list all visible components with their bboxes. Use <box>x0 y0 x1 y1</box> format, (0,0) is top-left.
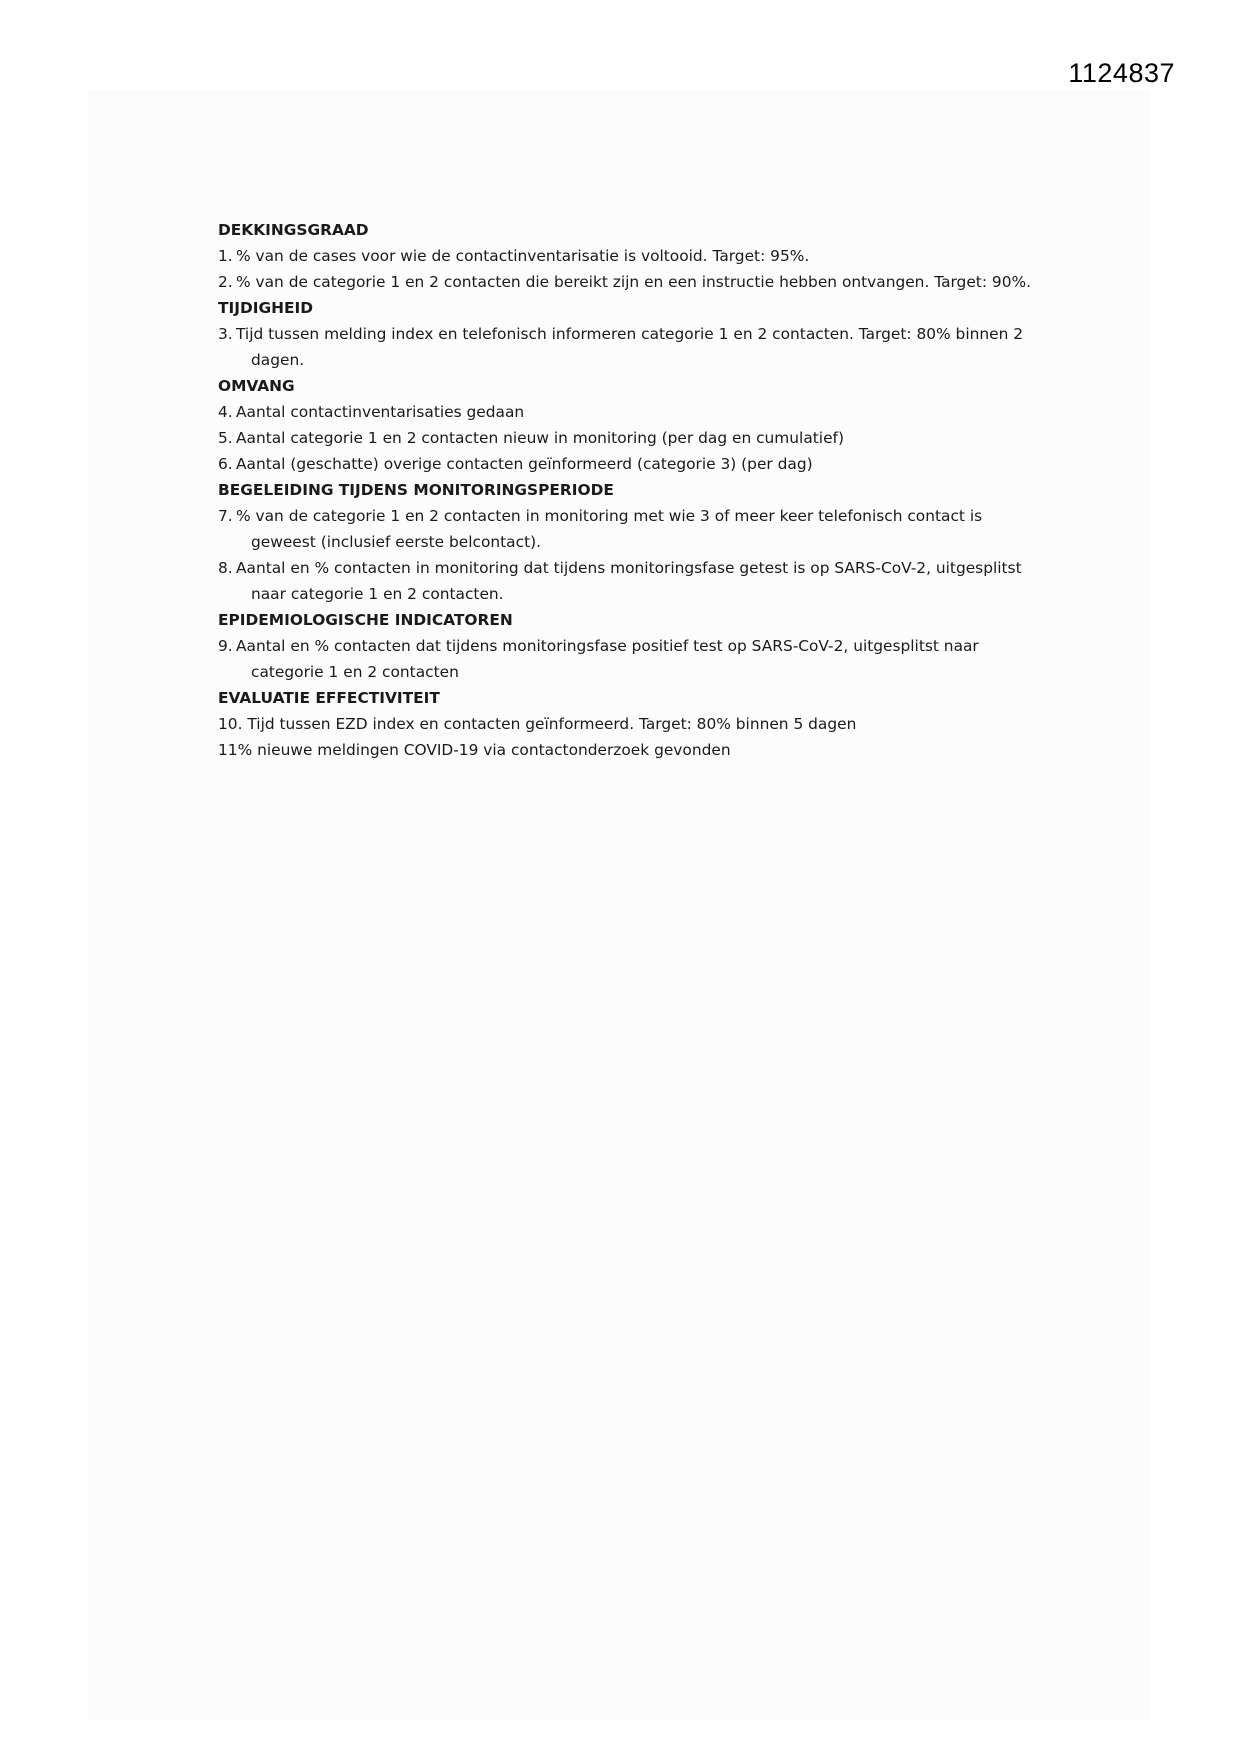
item-text: Aantal categorie 1 en 2 contacten nieuw in monitoring (per dag en cumulatief) <box>236 429 844 447</box>
section-heading: OMVANG <box>218 377 295 395</box>
list-item <box>218 269 1038 295</box>
list-item <box>218 555 1038 607</box>
section-heading: EPIDEMIOLOGISCHE INDICATOREN <box>218 611 513 629</box>
section-heading: TIJDIGHEID <box>218 299 313 317</box>
item-number: 5. <box>218 429 233 447</box>
document-number: 1124837 <box>1068 58 1175 88</box>
item-number: 2. <box>218 273 233 291</box>
list-item <box>218 321 1038 373</box>
item-text: % van de categorie 1 en 2 contacten in monitoring met wie 3 of meer keer telefonisch contact is geweest (inclusief eerste belcontact). <box>236 507 983 551</box>
item-text: % van de categorie 1 en 2 contacten die bereikt zijn en een instructie hebben ontvangen. Target: 90%. <box>236 273 1032 291</box>
item-text: Aantal en % contacten dat tijdens monitoringsfase positief test op SARS-CoV-2, uitgesplitst naar categorie 1 en 2 contacten <box>236 637 979 681</box>
list-item <box>218 633 1038 685</box>
list-item <box>218 425 1038 451</box>
list-item: 11% nieuwe meldingen COVID-19 via contactonderzoek gevonden <box>218 741 731 759</box>
item-number: 7. <box>218 507 233 525</box>
list-item: 10. Tijd tussen EZD index en contacten geïnformeerd. Target: 80% binnen 5 dagen <box>218 715 857 733</box>
list-item <box>218 451 1038 477</box>
item-text: Aantal (geschatte) overige contacten geïnformeerd (categorie 3) (per dag) <box>236 455 813 473</box>
item-number: 6. <box>218 455 233 473</box>
item-number: 9. <box>218 637 233 655</box>
item-number: 8. <box>218 559 233 577</box>
section-heading: BEGELEIDING TIJDENS MONITORINGSPERIODE <box>218 481 614 499</box>
item-number: 1. <box>218 247 233 265</box>
section-heading: DEKKINGSGRAAD <box>218 221 369 239</box>
document-body <box>218 217 1038 763</box>
item-text: Aantal en % contacten in monitoring dat tijdens monitoringsfase getest is op SARS-CoV-2, uitgesplitst naar categorie 1 en 2 contacten. <box>236 559 1022 603</box>
item-text: Tijd tussen melding index en telefonisch informeren categorie 1 en 2 contacten. Target: 80% binnen 2 dagen. <box>236 325 1024 369</box>
section-heading: EVALUATIE EFFECTIVITEIT <box>218 689 440 707</box>
item-number: 3. <box>218 325 233 343</box>
list-item <box>218 399 1038 425</box>
item-number: 4. <box>218 403 233 421</box>
list-item <box>218 243 1038 269</box>
list-item <box>218 503 1038 555</box>
item-text: % van de cases voor wie de contactinventarisatie is voltooid. Target: 95%. <box>236 247 810 265</box>
item-text: Aantal contactinventarisaties gedaan <box>236 403 525 421</box>
